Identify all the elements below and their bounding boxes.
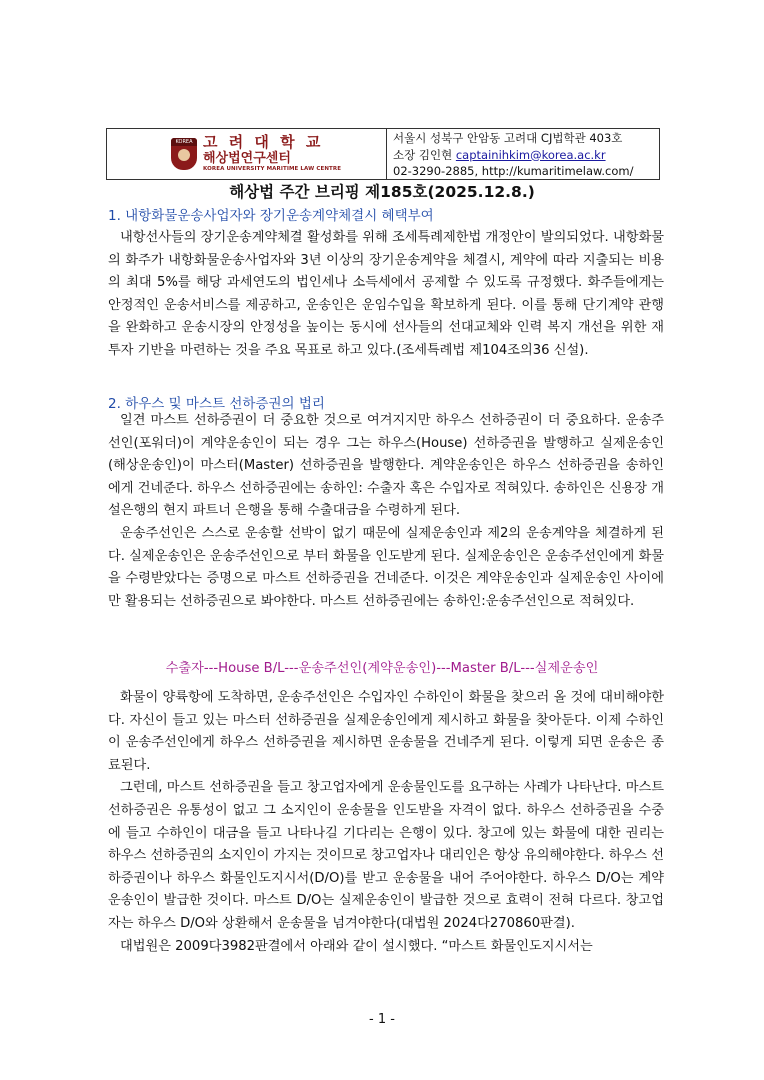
section-2-heading: 2. 하우스 및 마스트 선하증권의 법리 — [108, 396, 325, 412]
phone-website: 02-3290-2885, http://kumaritimelaw.com/ — [393, 164, 634, 178]
address: 서울시 성북구 안암동 고려대 CJ법학관 403호 — [393, 131, 623, 145]
paragraph: 그런데, 마스트 선하증권을 들고 창고업자에게 운송물인도를 요구하는 사례가 나타난다. 마스트 선하증권은 유통성이 없고 그 소지인이 운송물을 인도받을 자격이 없다. 하우스 선하증권을 수중에 들고 수하인이 대금을 들고 나타나길 기다리는 은행이 있다. 창고에 있는 화물에 대한 권리는 하우스 선하증권의 소지인이 가지는 것이므로 창고업자나 대리인은 항상 유의해야한다. 하우스 선하증권이나 하우스 화물인도지시서(D/O)를 받고 운송물을 내어 주어야한다. 하우스 D/O는 계약운송인이 발급한 것이다. 마스트 D/O는 실제운송인이 발급한 것으로 효력이 전혀 다르다. 창고업자는 하우스 D/O와 상환해서 운송물을 넘겨야한다(대법원 2024다270860판결). — [108, 780, 664, 931]
page-number: - 1 - — [369, 1012, 395, 1027]
paragraph: 대법원은 2009다3982판결에서 아래와 같이 설시했다. “마스트 화물인도지시서는 — [120, 938, 593, 954]
email-link[interactable]: captainihkim@korea.ac.kr — [455, 147, 606, 162]
bl-flow-line: 수출자---House B/L---운송주선인(계약운송인)---Master B/L---실제운송인 — [165, 661, 599, 676]
section-1-body — [108, 227, 664, 363]
section-2-body-b — [108, 687, 664, 958]
center-name: 해상법연구센터 — [203, 151, 291, 167]
director-label: 소장 김인현 — [393, 147, 456, 162]
contact-info — [387, 129, 659, 179]
paragraph: 내항선사들의 장기운송계약체결 활성화를 위해 조세특례제한법 개정안이 발의되었다. 내항화물의 화주가 내항화물운송사업자와 3년 이상의 장기운송계약을 체결시, 계약에 따라 지출되는 비용의 최대 5%를 해당 과세연도의 법인세나 소득세에서 공제할 수 있도록 규정했다. 화주들에게는 안정적인 운송서비스를 제공하고, 운송인은 운임수입을 확보하게 된다. 이를 통해 단기계약 관행을 완화하고 운송시장의 안정성을 높이는 동시에 선사들의 선대교체와 인력 복지 개선을 위한 재투자 기반을 마련하는 것을 주요 목표로 하고 있다.(조세특례법 제104조의36 신설). — [108, 230, 664, 358]
paragraph: 화물이 양륙항에 도착하면, 운송주선인은 수입자인 수하인이 화물을 찾으러 올 것에 대비해야한다. 자신이 들고 있는 마스터 선하증권을 실제운송인에게 제시하고 화물을 찾아둔다. 이제 수하인이 운송주선인에게 하우스 선하증권을 제시하면 운송물을 건네주게 된다. 이렇게 되면 운송은 종료된다. — [108, 690, 664, 773]
logo-text — [203, 135, 341, 173]
director-line — [393, 147, 659, 164]
paragraph: 운송주선인은 스스로 운송할 선박이 없기 때문에 실제운송인과 제2의 운송계약을 체결하게 된다. 실제운송인은 운송주선인으로 부터 화물을 인도받게 된다. 실제운송인은 운송주선인에게 화물을 수령받았다는 증명으로 마스트 선하증권을 건네준다. 이것은 계약운송인과 실제운송인 사이에만 활용되는 선하증권으로 봐야한다. 마스트 선하증권에는 송하인:운송주선인으로 적혀있다. — [108, 525, 664, 609]
university-name: 고 려 대 학 교 — [203, 133, 324, 152]
logo-cell — [107, 129, 387, 179]
paragraph: 일견 마스트 선하증권이 더 중요한 것으로 여겨지지만 하우스 선하증권이 더 중요하다. 운송주선인(포워더)이 계약운송인이 되는 경우 그는 하우스(House) 선하증권을 발행하고 실제운송인(해상운송인)이 마스터(Master) 선하증권을 발행한다. 계약운송인은 하우스 선하증권을 송하인에게 건네준다. 하우스 선하증권에는 송하인: 수출자 혹은 수입자로 적혀있다. 송하인은 신용장 개설은행의 현지 파트너 은행을 통해 수출대금을 수령하게 된다. — [108, 413, 664, 519]
section-1-heading: 1. 내항화물운송사업자와 장기운송계약체결시 혜택부여 — [108, 208, 434, 224]
crest-label: KOREA — [171, 138, 197, 146]
korea-university-crest-icon — [171, 138, 197, 170]
center-english-name: KOREA UNIVERSITY MARITIME LAW CENTRE — [203, 166, 342, 173]
brief-title: 해상법 주간 브리핑 제185호(2025.12.8.) — [229, 183, 535, 201]
header-box — [106, 128, 660, 180]
section-2-body-a — [108, 410, 664, 613]
